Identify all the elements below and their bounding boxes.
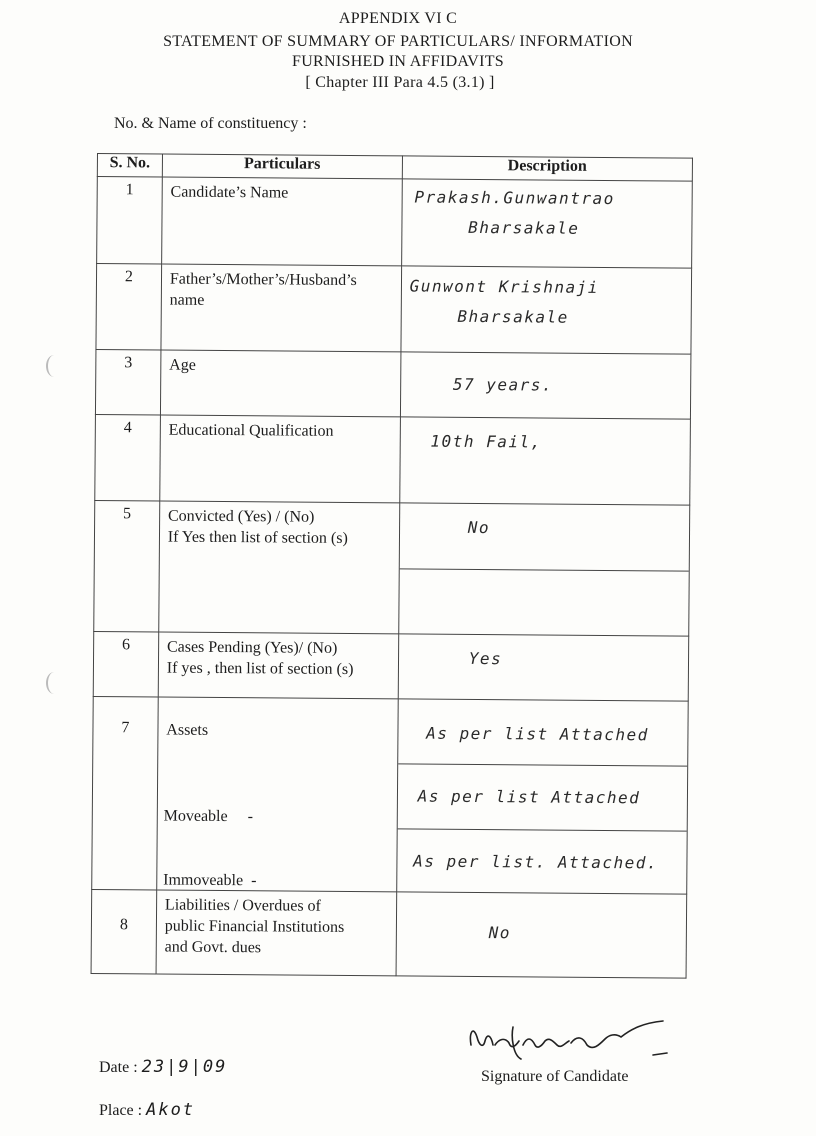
table-row (94, 500, 690, 636)
description-subcell (399, 503, 689, 571)
handwritten-value: Yes (468, 648, 503, 669)
description-cell (398, 634, 689, 701)
description-cell (398, 503, 689, 636)
particulars-table (91, 153, 693, 979)
constituency-label: No. & Name of constituency : (114, 115, 307, 132)
date-label: Date : (99, 1059, 138, 1076)
handwritten-value: Bharsakale (468, 217, 580, 238)
place-value: Akot (146, 1100, 196, 1120)
row-number: 7 (92, 696, 158, 890)
handwritten-value: Gunwont Krishnaji (409, 276, 600, 297)
col-header-sno: S. No. (97, 154, 162, 178)
candidate-signature (465, 1015, 685, 1067)
row-number: 1 (97, 177, 163, 265)
handwritten-value: No (488, 923, 511, 943)
date-field (99, 1057, 227, 1077)
handwritten-value: 10th Fail, (430, 431, 542, 452)
table-row (91, 889, 687, 978)
punch-hole-mark (46, 672, 62, 694)
description-cell (401, 266, 692, 354)
description-subcell (397, 764, 687, 831)
particular-line: Convicted (Yes) / (No) (167, 507, 315, 526)
col-header-particulars: Particulars (162, 154, 402, 179)
row-number: 6 (93, 631, 158, 697)
particular-label (156, 890, 397, 976)
description-subcell (399, 569, 689, 635)
particular-line: If yes , then list of section (s) (166, 659, 354, 679)
punch-hole-mark (46, 355, 62, 377)
handwritten-value: As per list. Attached. (413, 851, 659, 873)
particular-label: Father’s/Mother’s/Husband’s name (161, 264, 402, 352)
date-value: 23|9|09 (141, 1057, 228, 1077)
handwritten-value: As per list Attached (426, 723, 649, 745)
description-subcell (397, 829, 687, 893)
particular-line: public Financial Institutions (164, 917, 345, 936)
moveable-label: Moveable - (163, 807, 254, 826)
row-number: 2 (96, 264, 162, 351)
table-row (95, 349, 690, 419)
description-cell (396, 892, 687, 978)
table-row (92, 696, 688, 894)
description-cell (401, 179, 692, 268)
row-number: 5 (94, 500, 160, 632)
description-cell (396, 699, 688, 894)
particular-label (157, 697, 398, 892)
particular-label: Candidate’s Name (161, 177, 402, 266)
particular-line: Assets (166, 721, 209, 739)
table-row (93, 631, 688, 701)
handwritten-value: No (467, 517, 491, 538)
handwritten-value: 57 years. (452, 374, 554, 395)
description-subcell (398, 699, 688, 766)
particular-label: Educational Qualification (160, 415, 401, 503)
place-field (99, 1100, 195, 1120)
table-row (95, 414, 691, 505)
particular-label (159, 501, 400, 634)
col-header-description: Description (402, 156, 692, 181)
signature-label: Signature of Candidate (481, 1068, 629, 1085)
row-number: 4 (95, 414, 161, 501)
particular-label: Age (160, 350, 400, 417)
particular-line: If Yes then list of section (s) (167, 528, 348, 547)
row-number: 8 (91, 889, 157, 974)
particular-line: and Govt. dues (164, 938, 262, 957)
appendix-title: APPENDIX VI C (338, 10, 458, 27)
particular-label (158, 632, 398, 699)
statement-title: STATEMENT OF SUMMARY OF PARTICULARS/ INFORMATION (163, 33, 633, 50)
table-row (97, 177, 693, 269)
handwritten-value: Prakash.Gunwantrao (414, 187, 615, 209)
table-row (96, 264, 692, 355)
particular-line: Cases Pending (Yes)/ (No) (166, 638, 338, 657)
handwritten-value: As per list Attached (417, 786, 641, 808)
affidavit-subtitle: FURNISHED IN AFFIDAVITS (292, 53, 504, 70)
chapter-reference: [ Chapter III Para 4.5 (3.1) ] (305, 74, 495, 91)
row-number: 3 (95, 349, 160, 415)
description-cell (400, 352, 691, 419)
description-cell (399, 417, 690, 505)
handwritten-value: Bharsakale (457, 306, 569, 327)
particular-line: Liabilities / Overdues of (164, 896, 321, 915)
immoveable-label: Immoveable - (163, 871, 257, 890)
place-label: Place : (99, 1102, 143, 1119)
